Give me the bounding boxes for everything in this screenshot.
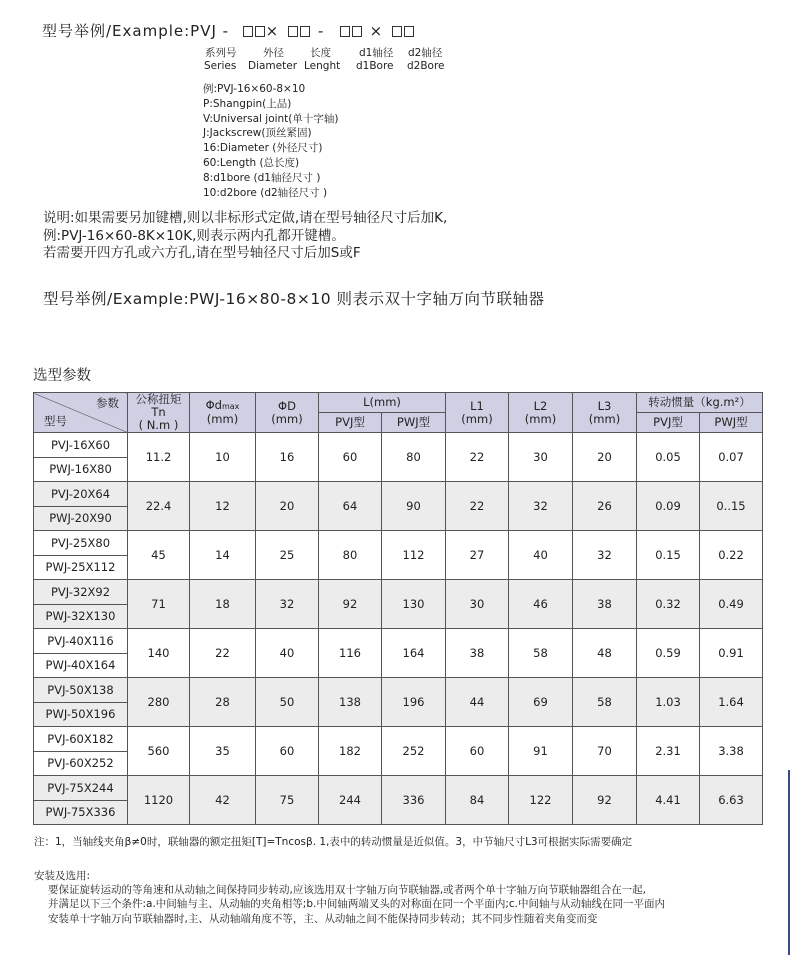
- D-unit: (mm): [271, 411, 303, 426]
- table-row: [34, 433, 763, 458]
- dmax-cell: 28: [190, 678, 256, 727]
- L-pvj-header: PVJ型: [319, 413, 382, 433]
- model-cell: PVJ-60X182: [34, 727, 128, 752]
- L2-cell: 46: [509, 580, 573, 629]
- section-title: 选型参数: [33, 368, 91, 384]
- legend-length-en: Lenght: [304, 60, 341, 72]
- inertia-pwj-cell: 0..15: [700, 482, 763, 531]
- note-line: 8:d1bore (d1轴径尺寸 ): [203, 171, 321, 184]
- D-cell: 75: [256, 776, 319, 825]
- inertia-header: 转动惯量（kg.m²）: [637, 393, 763, 413]
- table-row: [34, 482, 763, 507]
- torque-cell: 1120: [128, 776, 190, 825]
- inertia-pwj-cell: 0.91: [700, 629, 763, 678]
- inertia-pwj-cell: 6.63: [700, 776, 763, 825]
- legend-length-cn: 长度: [310, 47, 331, 59]
- param-model-header: [34, 393, 128, 433]
- install-title: 安装及选用:: [34, 870, 91, 882]
- example2: 型号举例/Example:PWJ-16×80-8×10 则表示双十字轴万向节联轴器: [43, 290, 545, 308]
- inertia-pwj-cell: 0.07: [700, 433, 763, 482]
- pattern-sep: -: [317, 22, 326, 40]
- table-row: [34, 727, 763, 752]
- L-pvj-cell: 92: [319, 580, 382, 629]
- L1-cell: 30: [446, 580, 509, 629]
- dmax-cell: 42: [190, 776, 256, 825]
- placeholder-box: [352, 26, 362, 37]
- inertia-pvj-cell: 2.31: [637, 727, 700, 776]
- L-pwj-cell: 130: [382, 580, 446, 629]
- torque-header-line: ( N.m ): [138, 418, 179, 432]
- L-pwj-cell: 336: [382, 776, 446, 825]
- model-cell: PVJ-75X244: [34, 776, 128, 801]
- torque-cell: 45: [128, 531, 190, 580]
- table-row: [34, 580, 763, 605]
- table-row: [34, 531, 763, 556]
- placeholder-box: [340, 26, 350, 37]
- L3-header: [573, 393, 637, 433]
- model-cell: PVJ-32X92: [34, 580, 128, 605]
- dmax-header: [190, 393, 256, 433]
- L3-cell: 48: [573, 629, 637, 678]
- L3-cell: 92: [573, 776, 637, 825]
- torque-cell: 11.2: [128, 433, 190, 482]
- D-header: [256, 393, 319, 433]
- note-line: P:Shangpin(上品): [203, 97, 292, 110]
- D-cell: 40: [256, 629, 319, 678]
- L-pwj-header: PWJ型: [382, 413, 446, 433]
- inertia-pwj-cell: 0.49: [700, 580, 763, 629]
- inertia-pvj-cell: 4.41: [637, 776, 700, 825]
- L1-cell: 84: [446, 776, 509, 825]
- L-pvj-cell: 138: [319, 678, 382, 727]
- torque-cell: 280: [128, 678, 190, 727]
- L-pwj-cell: 196: [382, 678, 446, 727]
- L-pwj-cell: 164: [382, 629, 446, 678]
- L-pvj-cell: 64: [319, 482, 382, 531]
- model-cell: PVJ-25X80: [34, 531, 128, 556]
- model-pattern: [235, 22, 415, 40]
- L2-unit: (mm): [524, 411, 557, 426]
- install-line: 要保证旋转运动的等角速和从动轴之间保持同步转动,应该选用双十字轴万向节联轴器,或者两个单十字轴万向节联轴器组合在一起,: [48, 884, 647, 897]
- model-label: 型号: [44, 414, 67, 428]
- model-cell: PWJ-32X130: [34, 604, 128, 629]
- model-cell: PVJ-60X252: [34, 751, 128, 776]
- L2-cell: 69: [509, 678, 573, 727]
- L-pwj-cell: 252: [382, 727, 446, 776]
- L1-cell: 44: [446, 678, 509, 727]
- dmax-cell: 12: [190, 482, 256, 531]
- model-cell: PWJ-20X90: [34, 506, 128, 531]
- L3-symbol: L3: [597, 398, 612, 413]
- inertia-pwj-cell: 1.64: [700, 678, 763, 727]
- D-cell: 60: [256, 727, 319, 776]
- remarks: [43, 210, 447, 263]
- pattern-sep: ×: [369, 22, 385, 40]
- example-notes: [203, 82, 339, 200]
- inertia-pvj-cell: 0.15: [637, 531, 700, 580]
- dmax-cell: 10: [190, 433, 256, 482]
- torque-header: [128, 393, 190, 433]
- L1-cell: 27: [446, 531, 509, 580]
- L2-cell: 30: [509, 433, 573, 482]
- L-pvj-cell: 60: [319, 433, 382, 482]
- torque-header-line: Tn: [151, 405, 166, 419]
- inertia-pvj-cell: 0.59: [637, 629, 700, 678]
- model-cell: PVJ-16X60: [34, 433, 128, 458]
- L-pwj-cell: 80: [382, 433, 446, 482]
- example-title: [42, 20, 415, 41]
- torque-cell: 22.4: [128, 482, 190, 531]
- inertia-pvj-cell: 0.05: [637, 433, 700, 482]
- install-notes: [34, 869, 665, 926]
- legend-series-en: Series: [204, 60, 237, 72]
- placeholder-box: [288, 26, 298, 37]
- inertia-pvj-cell: 1.03: [637, 678, 700, 727]
- L1-header: [446, 393, 509, 433]
- dmax-unit: (mm): [206, 412, 239, 426]
- L3-cell: 20: [573, 433, 637, 482]
- note-line: J:Jackscrew(顶丝紧固): [203, 127, 312, 140]
- legend-series-cn: 系列号: [205, 47, 237, 59]
- L3-cell: 70: [573, 727, 637, 776]
- install-line: 并满足以下三个条件:a.中间轴与主、从动轴的夹角相等;b.中间轴两端叉头的对称面在同一个平面内;c.中间轴与从动轴线在同一平面内: [48, 898, 665, 911]
- inertia-pvj-header: PVJ型: [637, 413, 700, 433]
- L2-cell: 91: [509, 727, 573, 776]
- note-line: 例:PVJ-16×60-8×10: [203, 83, 306, 95]
- spec-table: [33, 392, 763, 825]
- L1-cell: 60: [446, 727, 509, 776]
- remark-line: 说明:如果需要另加键槽,则以非标形式定做,请在型号轴径尺寸后加K,: [43, 210, 448, 226]
- install-line: 安装单十字轴万向节联轴器时,主、从动轴端角度不等，主、从动轴之间不能保持同步转动；其不同步性随着夹角变而变: [48, 912, 598, 925]
- D-cell: 25: [256, 531, 319, 580]
- L1-symbol: L1: [470, 398, 484, 413]
- D-cell: 32: [256, 580, 319, 629]
- torque-header-line: 公称扭矩: [135, 392, 182, 406]
- L3-cell: 32: [573, 531, 637, 580]
- legend-diameter-en: Diameter: [248, 60, 298, 72]
- D-cell: 16: [256, 433, 319, 482]
- L-pwj-cell: 112: [382, 531, 446, 580]
- inertia-pwj-header: PWJ型: [700, 413, 763, 433]
- model-cell: PVJ-40X116: [34, 629, 128, 654]
- placeholder-box: [255, 26, 265, 37]
- note-line: V:Universal joint(单十字轴): [203, 112, 339, 125]
- param-label: 参数: [96, 396, 119, 410]
- torque-cell: 560: [128, 727, 190, 776]
- D-symbol: ΦD: [278, 398, 296, 413]
- remark-line: 例:PVJ-16×60-8K×10K,则表示两内孔都开键槽。: [43, 227, 345, 244]
- placeholder-box: [404, 26, 414, 37]
- L3-unit: (mm): [588, 411, 621, 426]
- L-pvj-cell: 244: [319, 776, 382, 825]
- pattern-sep: ×: [265, 22, 281, 40]
- L2-cell: 40: [509, 531, 573, 580]
- dmax-cell: 22: [190, 629, 256, 678]
- L-pvj-cell: 182: [319, 727, 382, 776]
- note-line: 10:d2bore (d2轴径尺寸 ): [203, 186, 328, 199]
- L2-cell: 122: [509, 776, 573, 825]
- L-pvj-cell: 116: [319, 629, 382, 678]
- L1-cell: 38: [446, 629, 509, 678]
- dmax-cell: 18: [190, 580, 256, 629]
- placeholder-box: [300, 26, 310, 37]
- remark-line: 若需要开四方孔或六方孔,请在型号轴径尺寸后加S或F: [43, 245, 361, 261]
- L1-cell: 22: [446, 482, 509, 531]
- dmax-symbol: Φd: [205, 398, 222, 412]
- note-line: 60:Length (总长度): [203, 156, 300, 169]
- model-cell: PWJ-40X164: [34, 653, 128, 678]
- L3-cell: 26: [573, 482, 637, 531]
- dmax-cell: 14: [190, 531, 256, 580]
- model-cell: PWJ-25X112: [34, 555, 128, 580]
- L-pwj-cell: 90: [382, 482, 446, 531]
- model-cell: PVJ-20X64: [34, 482, 128, 507]
- table-row: [34, 678, 763, 703]
- inertia-pwj-cell: 0.22: [700, 531, 763, 580]
- legend-d1-en: d1Bore: [356, 60, 394, 72]
- L2-header: [509, 393, 573, 433]
- L3-cell: 38: [573, 580, 637, 629]
- footnote: 注：1，当轴线夹角β≠0时，联轴器的额定扭矩[T]=Tncosβ. 1,表中的转动惯量是近似值。3，中节轴尺寸L3可根据实际需要确定: [34, 836, 633, 848]
- D-cell: 20: [256, 482, 319, 531]
- inertia-pvj-cell: 0.09: [637, 482, 700, 531]
- legend-d1-cn: d1轴径: [359, 47, 394, 59]
- model-cell: PWJ-16X80: [34, 457, 128, 482]
- model-cell: PWJ-50X196: [34, 702, 128, 727]
- L-pvj-cell: 80: [319, 531, 382, 580]
- torque-cell: 140: [128, 629, 190, 678]
- dmax-subscript: max: [221, 402, 240, 411]
- torque-cell: 71: [128, 580, 190, 629]
- dmax-cell: 35: [190, 727, 256, 776]
- table-row: [34, 776, 763, 801]
- L1-unit: (mm): [461, 411, 493, 426]
- legend-d2-en: d2Bore: [407, 60, 445, 72]
- L-header: L(mm): [319, 393, 446, 413]
- L1-cell: 22: [446, 433, 509, 482]
- table-row: [34, 629, 763, 654]
- model-cell: PVJ-50X138: [34, 678, 128, 703]
- inertia-pvj-cell: 0.32: [637, 580, 700, 629]
- placeholder-box: [392, 26, 402, 37]
- placeholder-box: [243, 26, 253, 37]
- L2-cell: 32: [509, 482, 573, 531]
- model-cell: PWJ-75X336: [34, 800, 128, 825]
- L2-cell: 58: [509, 629, 573, 678]
- D-cell: 50: [256, 678, 319, 727]
- L3-cell: 58: [573, 678, 637, 727]
- note-line: 16:Diameter (外径尺寸): [203, 142, 323, 155]
- example-prefix: 型号举例/Example:PVJ -: [42, 22, 230, 40]
- L2-symbol: L2: [533, 398, 548, 413]
- inertia-pwj-cell: 3.38: [700, 727, 763, 776]
- legend-d2-cn: d2轴径: [408, 47, 443, 59]
- legend-diameter-cn: 外径: [263, 47, 284, 59]
